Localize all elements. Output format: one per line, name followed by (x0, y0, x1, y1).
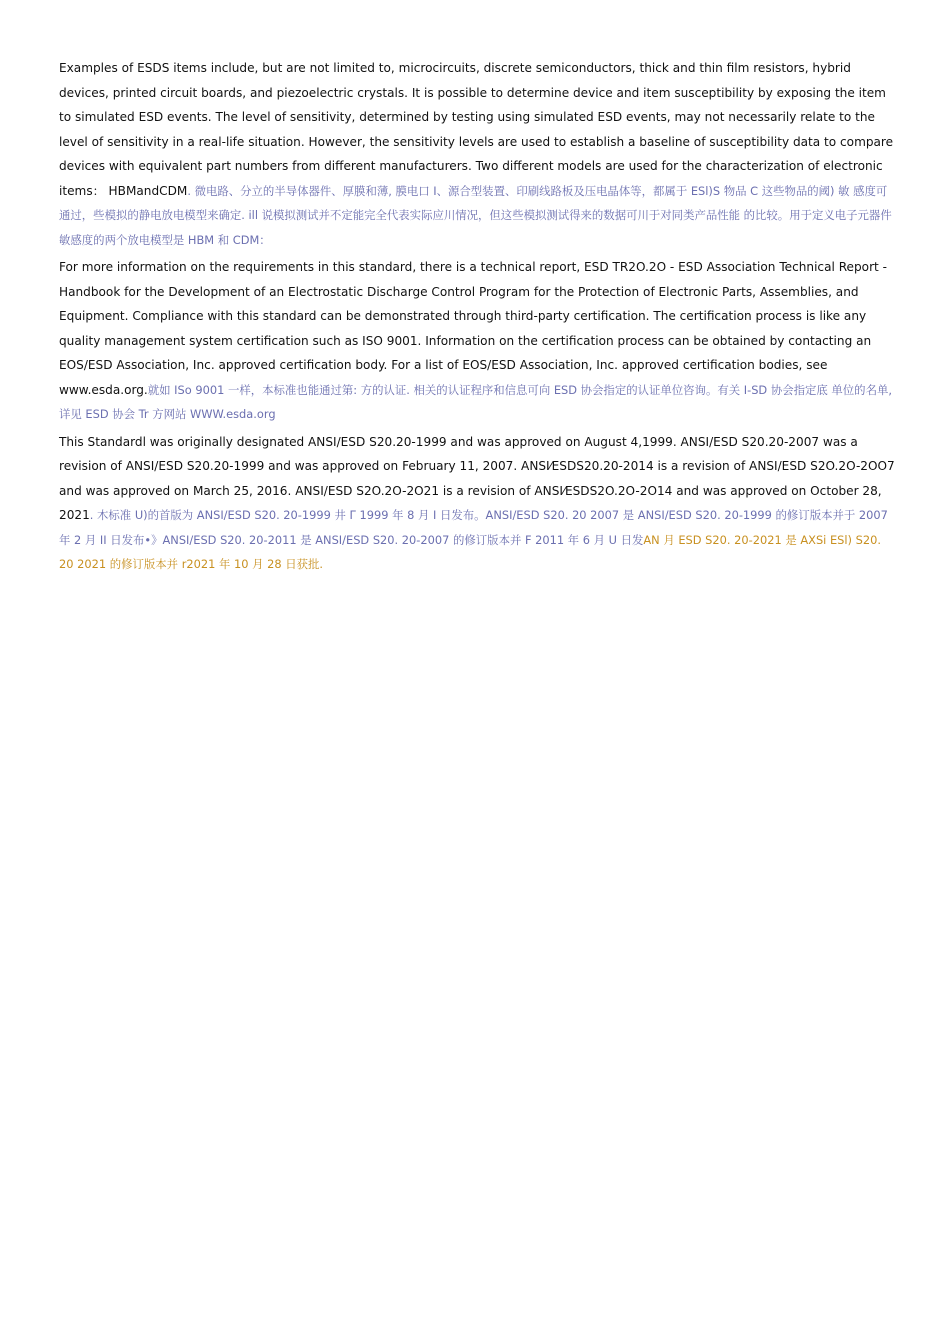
paragraph-chinese-text-highlight: AN 月 ESD S20. 20-2021 是 AXSi ESl) S20. 20 2021 的修订版本并 r2021 年 10 月 28 日获批. (59, 532, 881, 571)
paragraph-chinese-text: 就如 ISo 9001 一样，本标准也能通过第: 方的认证. 相关的认证程序和信息可向 ESD 协会指定的认证单位咨询。有关 I-SD 协会指定底 单位的名单, 详见 ESD 协会 Tr 方网站 WWW.esda.org (59, 382, 892, 421)
paragraph-chinese-text: . 木标准 U)的首版为 ANSI/ESD S20. 20-1999 井 Γ 1999 年 8 月 I 日发布。ANSI/ESD S20. 20 2007 是 ANSI/ESD S20. 20-1999 的修订版本并于 2007 年 2 月 II 日发布•》ANSI/ESD S20. 20-2011 是 ANSI/ESD S20. 20-2007 的修订版本并 F 2011 年 6 月 U 日发 (59, 508, 888, 547)
paragraph-english-text: For more information on the requirements in this standard, there is a technical report, ESD TR2O.2O - ESD Association Technical Report - Handbook for the Development of an Electrostatic Discharge Control Program for the Protection of Electronic Parts, Assemblies, and Equipment. Compliance with this standard can be demonstrated through third-party certification. The certification process is like any quality management system certification such as ISO 9001. Information on the certification process can be obtained by contacting an EOS/ESD Association, Inc. approved certification body. For a list of EOS/ESD Association, Inc. approved certification bodies, see www.esda.org. (59, 260, 887, 397)
paragraph-chinese-text: . 微电路、分立的半导体器件、厚膜和薄, 膜电口 I、源合型装置、印刷线路板及压电晶体等，都属于 ESl)S 物品 C 这些物品的阈) 敏 感度可通过，些模拟的静电放电模型来确定. ill 说模拟测试并不定能完全代表实际应川情况，但这些模拟测试得来的数据可川于对同类产品性能 的比较。用于定义电子元器件敏感度的两个放电模型是 HBM 和 CDM： (59, 183, 892, 247)
paragraph-esds-items (59, 56, 897, 252)
paragraph-technical-report (59, 255, 897, 427)
paragraph-standard-history (59, 430, 897, 577)
paragraph-english-text: Examples of ESDS items include, but are not limited to, microcircuits, discrete semiconductors, thick and thin film resistors, hybrid devices, printed circuit boards, and piezoelectric crystals. It is possible to determine device and item susceptibility by exposing the item to simulated ESD events. The level of sensitivity, determined by testing using simulated ESD events, may not necessarily relate to the level of sensitivity in a real-life situation. However, the sensitivity levels are used to establish a baseline of susceptibility data to compare devices with equivalent part numbers from different manufacturers. Two different models are used for the characterization of electronic items： HBMandCDM (59, 61, 894, 198)
document-body (59, 56, 897, 577)
paragraph-english-text: This Standardl was originally designated ANSI/ESD S20.20-1999 and was approved on August 4,1999. ANSI/ESD S20.20-2007 was a revision of ANSI/ESD S20.20-1999 and was approved on February 11, 2007. ANSI⁄ESDS20.20-2014 is a revision of ANSI/ESD S2O.2O-2OO7 and was approved on March 25, 2016. ANSI/ESD S2O.2O-2O21 is a revision of ANSI⁄ESDS2O.2O-2O14 and was approved on October 28, 2021 (59, 434, 895, 522)
